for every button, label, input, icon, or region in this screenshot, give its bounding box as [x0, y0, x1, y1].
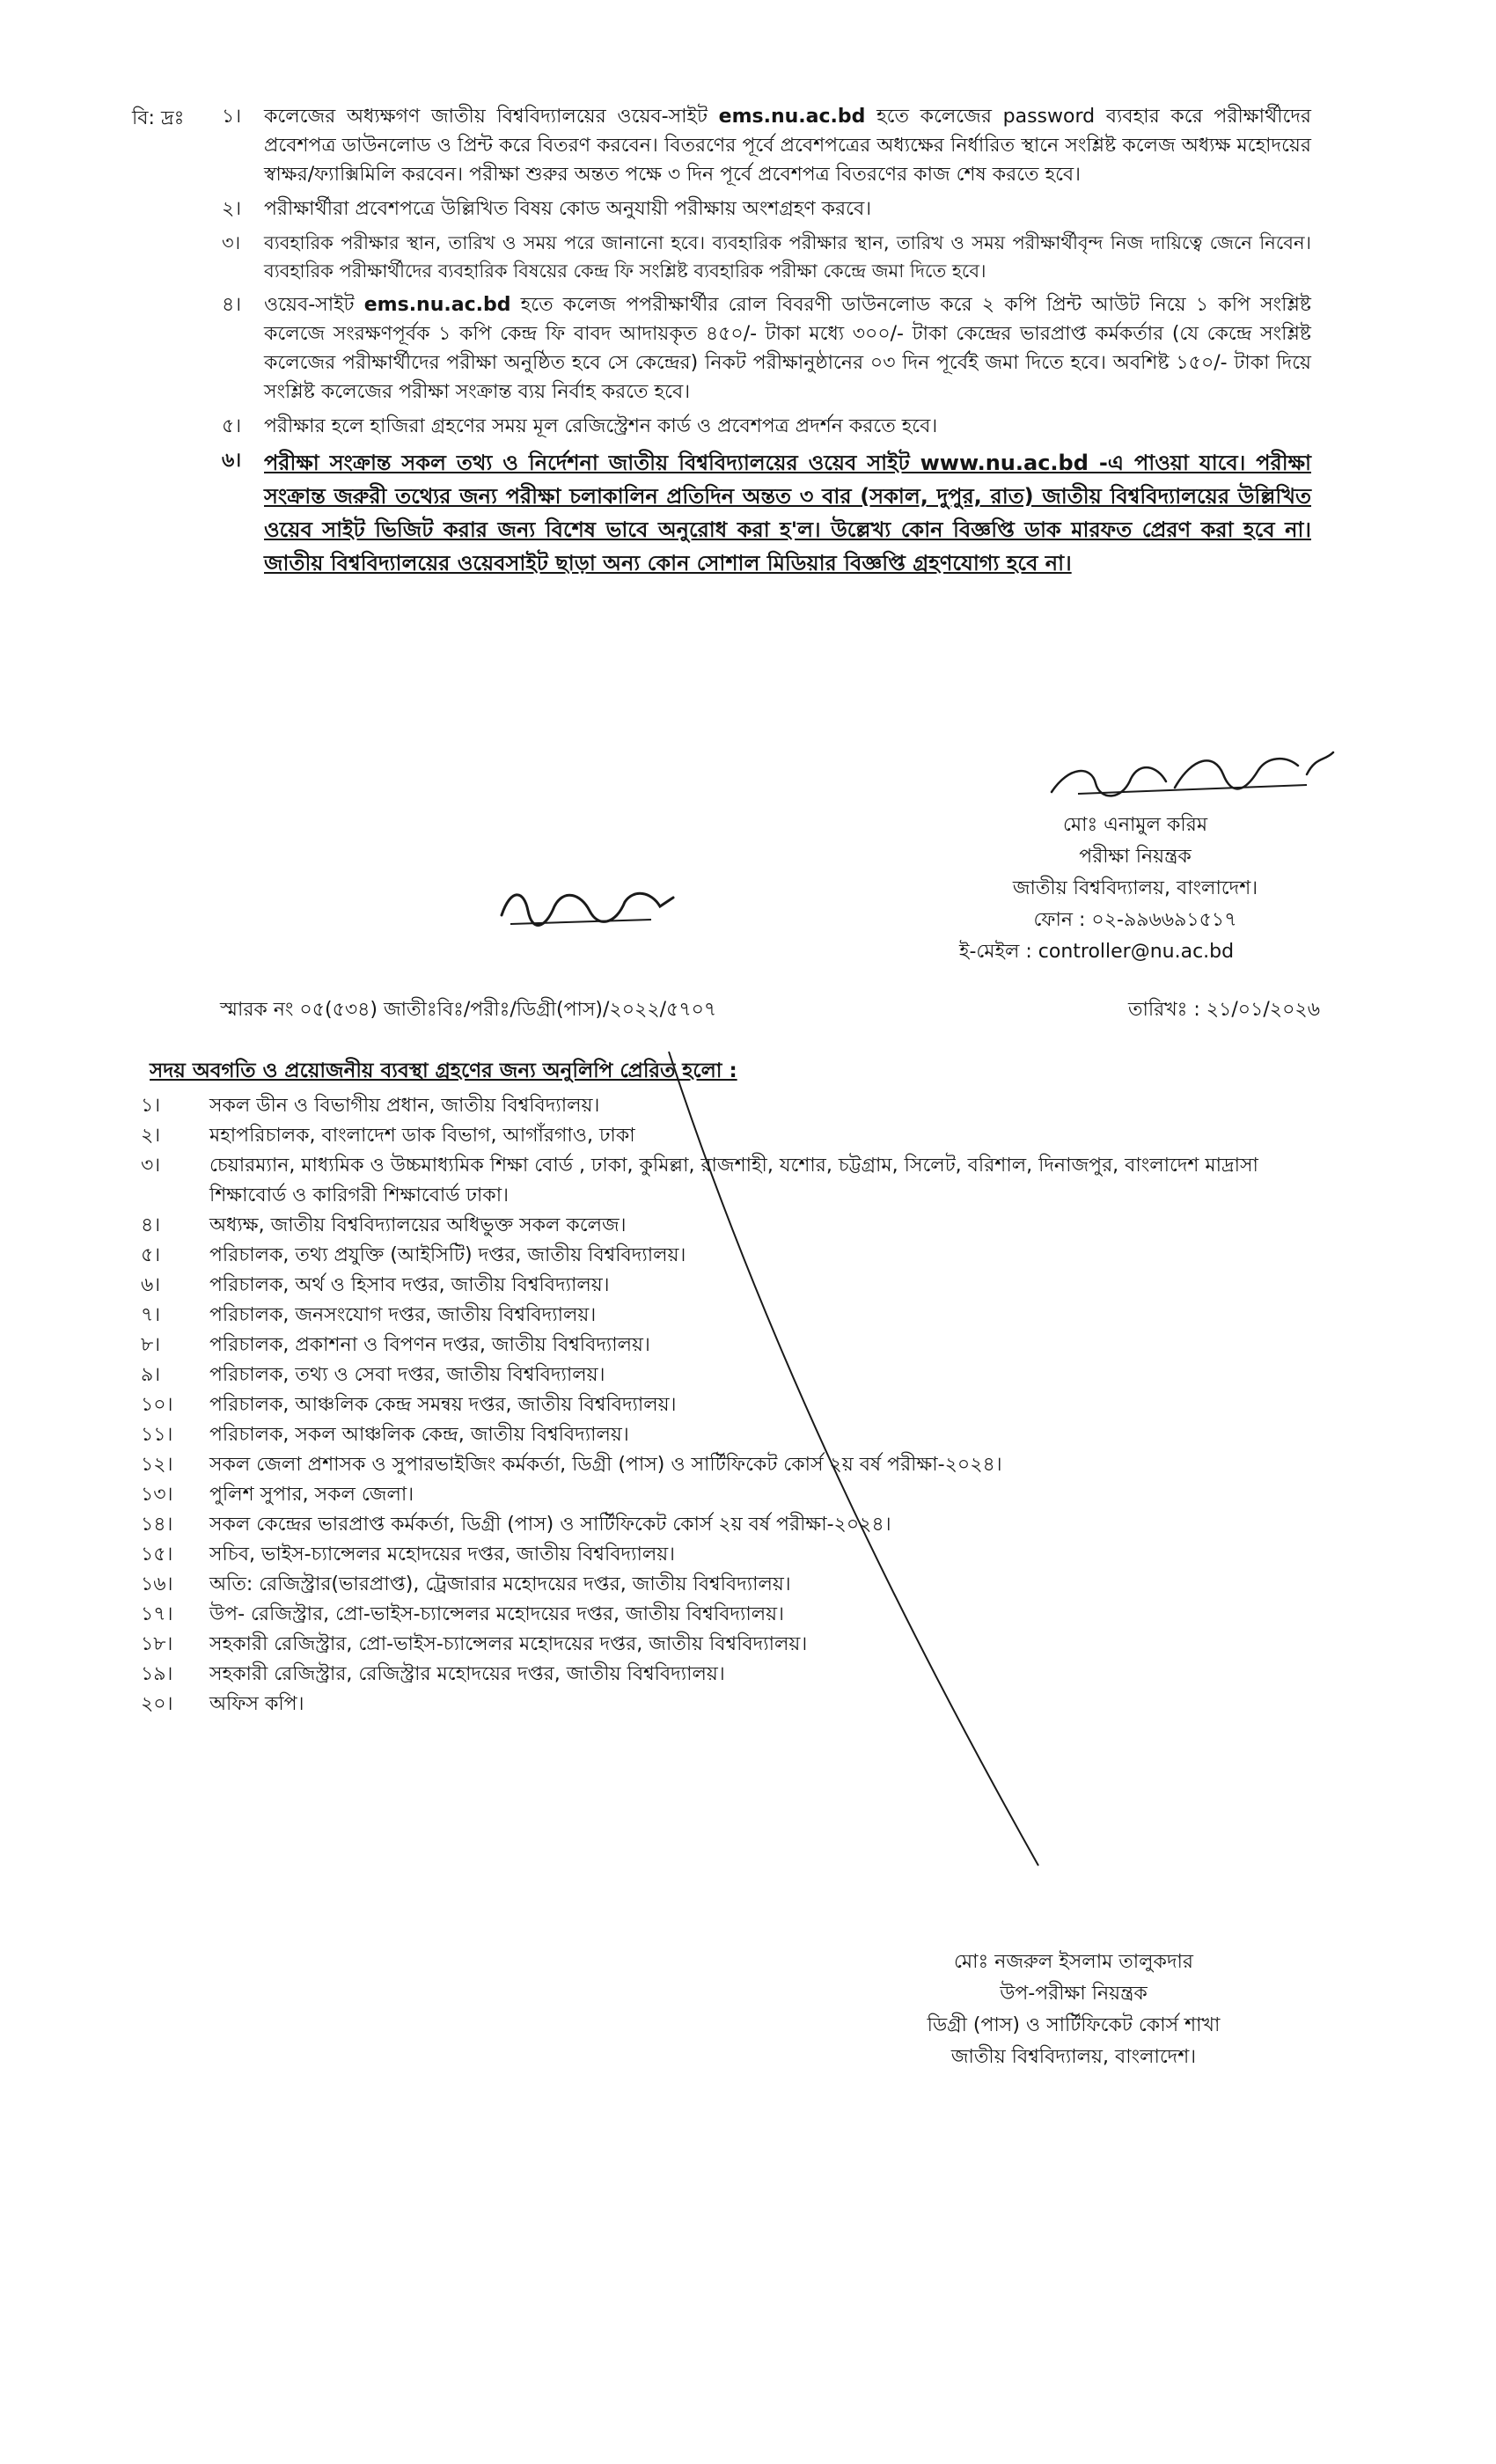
- deputy-signature-block: [880, 1947, 1267, 2073]
- signatory-name: মোঃ এনামুল করিম: [1062, 814, 1208, 836]
- list-number: ১১।: [141, 1424, 173, 1446]
- note-text-part: ওয়েব-সাইট: [264, 294, 364, 316]
- list-item: [141, 1211, 1320, 1241]
- list-item: [141, 1540, 1320, 1570]
- list-number: ৭।: [141, 1304, 161, 1326]
- controller-signature: [1043, 739, 1342, 810]
- note-text: [264, 290, 1311, 407]
- list-item: [141, 1091, 1320, 1121]
- note-text-part: কলেজের অধ্যক্ষগণ জাতীয় বিশ্ববিদ্যালয়ের ওয়েব-সাইট: [264, 106, 719, 128]
- note-item-1: [132, 102, 1311, 189]
- note-item-4: [132, 290, 1311, 407]
- signatory-dept: ডিগ্রী (পাস) ও সার্টিফিকেট কোর্স শাখা: [927, 2014, 1221, 2036]
- list-text: অফিস কপি।: [209, 1693, 304, 1715]
- list-text: অতি: রেজিস্ট্রার(ভারপ্রাপ্ত), ট্রেজারার মহোদয়ের দপ্তর, জাতীয় বিশ্ববিদ্যালয়।: [209, 1573, 791, 1595]
- notes-section: [132, 102, 1311, 585]
- list-number: ৩।: [141, 1155, 161, 1177]
- signatory-phone: ফোন : ০২-৯৯৬৬৯১৫১৭: [1033, 909, 1237, 931]
- note-text: পরীক্ষার হলে হাজিরা গ্রহণের সময় মূল রেজিস্ট্রেশন কার্ড ও প্রবেশপত্র প্রদর্শন করতে হবে।: [264, 415, 938, 437]
- list-text: মহাপরিচালক, বাংলাদেশ ডাক বিভাগ, আগাঁরগাও, ঢাকা: [209, 1125, 635, 1147]
- list-text: উপ- রেজিস্ট্রার, প্রো-ভাইস-চ্যান্সেলর মহোদয়ের দপ্তর, জাতীয় বিশ্ববিদ্যালয়।: [209, 1603, 784, 1625]
- note-text-part: হতে কলেজ পপরীক্ষার্থীর রোল বিবরণী ডাউনলোড করে ২ কপি প্রিন্ট আউট নিয়ে ১ কপি সংশ্লিষ্ট কলেজে সংরক্ষণপূর্বক ১ কপি কেন্দ্র ফি বাবদ আদায়কৃত ৪৫০/- টাকা মধ্যে ৩০০/- টাকা কেন্দ্রের ভারপ্রাপ্ত কর্মকর্তার (যে কেন্দ্রে সংশ্লিষ্ট কলেজের পরীক্ষার্থীদের পরীক্ষা অনুষ্ঠিত হবে সে কেন্দ্রের) নিকট পরীক্ষানুষ্ঠানের ০৩ দিন পূর্বেই জমা দিতে হবে। অবশিষ্ট ১৫০/- টাকা দিয়ে সংশ্লিষ্ট কলেজের পরীক্ষা সংক্রান্ত ব্যয় নির্বাহ করতে হবে।: [264, 294, 1311, 403]
- list-text: পরিচালক, অর্থ ও হিসাব দপ্তর, জাতীয় বিশ্ববিদ্যালয়।: [209, 1274, 610, 1296]
- signatory-org: জাতীয় বিশ্ববিদ্যালয়, বাংলাদেশ।: [950, 2046, 1197, 2068]
- list-number: ১৪।: [141, 1514, 173, 1536]
- note-number: ২।: [222, 198, 242, 220]
- signatory-title: উপ-পরীক্ষা নিয়ন্ত্রক: [1000, 1983, 1148, 2005]
- note-item-6: [132, 446, 1311, 580]
- controller-signature-block: [950, 810, 1320, 968]
- list-number: ১৬।: [141, 1573, 173, 1595]
- notes-label: বি: দ্রঃ: [132, 107, 185, 129]
- memo-number: স্মারক নং ০৫(৫৩৪) জাতীঃবিঃ/পরীঃ/ডিগ্রী(পাস)/২০২২/৫৭০৭: [220, 999, 717, 1021]
- list-text: সকল ডীন ও বিভাগীয় প্রধান, জাতীয় বিশ্ববিদ্যালয়।: [209, 1095, 600, 1117]
- signatory-name: মোঃ নজরুল ইসলাম তালুকদার: [954, 1951, 1193, 1973]
- list-text: সকল জেলা প্রশাসক ও সুপারভাইজিং কর্মকর্তা, ডিগ্রী (পাস) ও সার্টিফিকেট কোর্স ২য় বর্ষ পরীক্ষা-২০২৪।: [209, 1454, 1002, 1476]
- list-number: ১৭।: [141, 1603, 173, 1625]
- initial-signature: [493, 876, 686, 937]
- list-text: পুলিশ সুপার, সকল জেলা।: [209, 1484, 414, 1506]
- list-item: [141, 1151, 1320, 1211]
- list-item: [141, 1630, 1320, 1660]
- list-text: চেয়ারম্যান, মাধ্যমিক ও উচ্চমাধ্যমিক শিক্ষা বোর্ড , ঢাকা, কুমিল্লা, রাজশাহী, যশোর, চট্টগ্রাম, সিলেট, বরিশাল, দিনাজপুর, বাংলাদেশ মাদ্রাসা শিক্ষাবোর্ড ও কারিগরী শিক্ষাবোর্ড ঢাকা।: [209, 1155, 1258, 1206]
- list-item: [141, 1121, 1320, 1151]
- list-item: [141, 1450, 1320, 1480]
- note-number: ৩।: [222, 232, 241, 253]
- list-number: ১২।: [141, 1454, 173, 1476]
- cc-list: [141, 1091, 1320, 1720]
- list-item: [141, 1510, 1320, 1540]
- list-item: [141, 1660, 1320, 1690]
- signatory-org: জাতীয় বিশ্ববিদ্যালয়, বাংলাদেশ।: [1012, 877, 1258, 899]
- list-number: ১৫।: [141, 1544, 173, 1566]
- list-text: পরিচালক, তথ্য প্রযুক্তি (আইসিটি) দপ্তর, জাতীয় বিশ্ববিদ্যালয়।: [209, 1244, 686, 1266]
- list-item: [141, 1390, 1320, 1420]
- list-text: সচিব, ভাইস-চ্যান্সেলর মহোদয়ের দপ্তর, জাতীয় বিশ্ববিদ্যালয়।: [209, 1544, 676, 1566]
- note-text: পরীক্ষা সংক্রান্ত সকল তথ্য ও নির্দেশনা জাতীয় বিশ্ববিদ্যালয়ের ওয়েব সাইট www.nu.ac.bd -এ পাওয়া যাবে। পরীক্ষা সংক্রান্ত জরুরী তথ্যের জন্য পরীক্ষা চলাকালিন প্রতিদিন অন্তত ৩ বার (সকাল, দুপুর, রাত) জাতীয় বিশ্ববিদ্যালয়ের উল্লিখিত ওয়েব সাইট ভিজিট করার জন্য বিশেষ ভাবে অনুরোধ করা হ'ল। উল্লেখ্য কোন বিজ্ঞপ্তি ডাক মারফত প্রেরণ করা হবে না। জাতীয় বিশ্ববিদ্যালয়ের ওয়েবসাইট ছাড়া অন্য কোন সোশাল মিডিয়ার বিজ্ঞপ্তি গ্রহণযোগ্য হবে না।: [264, 451, 1311, 576]
- list-text: পরিচালক, জনসংযোগ দপ্তর, জাতীয় বিশ্ববিদ্যালয়।: [209, 1304, 597, 1326]
- list-item: [141, 1690, 1320, 1720]
- list-item: [141, 1480, 1320, 1510]
- note-text: ব্যবহারিক পরীক্ষার স্থান, তারিখ ও সময় পরে জানানো হবে। ব্যবহারিক পরীক্ষার স্থান, তারিখ ও সময় পরীক্ষার্থীবৃন্দ নিজ দায়িত্বে জেনে নিবেন। ব্যবহারিক পরীক্ষার্থীদের ব্যবহারিক বিষয়ের কেন্দ্র ফি সংশ্লিষ্ট ব্যবহারিক পরীক্ষা কেন্দ্রে জমা দিতে হবে।: [264, 232, 1311, 282]
- signatory-email: ই-মেইল : controller@nu.ac.bd: [959, 941, 1235, 963]
- note-item-3: [132, 229, 1311, 285]
- cc-heading: সদয় অবগতি ও প্রয়োজনীয় ব্যবস্থা গ্রহণের জন্য অনুলিপি প্রেরিত হলো :: [150, 1060, 737, 1082]
- list-number: ২।: [141, 1125, 161, 1147]
- list-item: [141, 1301, 1320, 1331]
- signatory-title: পরীক্ষা নিয়ন্ত্রক: [1079, 846, 1192, 868]
- note-website: ems.nu.ac.bd: [718, 106, 866, 128]
- note-item-2: [132, 194, 1311, 224]
- list-text: পরিচালক, আঞ্চলিক কেন্দ্র সমন্বয় দপ্তর, জাতীয় বিশ্ববিদ্যালয়।: [209, 1394, 677, 1416]
- list-item: [141, 1570, 1320, 1600]
- note-text-part: হতে কলেজের password ব্যবহার করে পরীক্ষার্থীদের প্রবেশপত্র ডাউনলোড ও প্রিন্ট করে বিতরণ করবেন। বিতরণের পূর্বে প্রবেশপত্রের অধ্যক্ষের নির্ধারিত স্থানে সংশ্লিষ্ট কলেজ অধ্যক্ষ মহোদয়ের স্বাক্ষর/ফ্যাক্সিমিলি করবেন। পরীক্ষা শুরুর অন্তত পক্ষে ৩ দিন পূর্বে প্রবেশপত্র বিতরণের কাজ শেষ করতে হবে।: [264, 106, 1311, 186]
- list-text: পরিচালক, সকল আঞ্চলিক কেন্দ্র, জাতীয় বিশ্ববিদ্যালয়।: [209, 1424, 629, 1446]
- list-number: ১।: [141, 1095, 161, 1117]
- note-number: ১।: [222, 106, 242, 128]
- list-number: ৪।: [141, 1214, 161, 1236]
- list-number: ৬।: [141, 1274, 161, 1296]
- list-text: সকল কেন্দ্রের ভারপ্রাপ্ত কর্মকর্তা, ডিগ্রী (পাস) ও সার্টিফিকেট কোর্স ২য় বর্ষ পরীক্ষা-২০২৪।: [209, 1514, 891, 1536]
- list-number: ১৯।: [141, 1663, 173, 1685]
- list-text: পরিচালক, প্রকাশনা ও বিপণন দপ্তর, জাতীয় বিশ্ববিদ্যালয়।: [209, 1334, 650, 1356]
- list-text: সহকারী রেজিস্ট্রার, প্রো-ভাইস-চ্যান্সেলর মহোদয়ের দপ্তর, জাতীয় বিশ্ববিদ্যালয়।: [209, 1633, 808, 1655]
- list-number: ৮।: [141, 1334, 161, 1356]
- memo-date: তারিখঃ : ২১/০১/২০২৬: [1127, 999, 1320, 1021]
- list-item: [141, 1600, 1320, 1630]
- list-text: সহকারী রেজিস্ট্রার, রেজিস্ট্রার মহোদয়ের দপ্তর, জাতীয় বিশ্ববিদ্যালয়।: [209, 1663, 725, 1685]
- list-number: ৯।: [141, 1364, 161, 1386]
- list-number: ১০।: [141, 1394, 173, 1416]
- list-number: ২০।: [141, 1693, 173, 1715]
- list-number: ৫।: [141, 1244, 161, 1266]
- list-number: ১৮।: [141, 1633, 173, 1655]
- list-text: অধ্যক্ষ, জাতীয় বিশ্ববিদ্যালয়ের অধিভুক্ত সকল কলেজ।: [209, 1214, 627, 1236]
- list-item: [141, 1271, 1320, 1301]
- list-item: [141, 1241, 1320, 1271]
- list-number: ১৩।: [141, 1484, 173, 1506]
- note-text: পরীক্ষার্থীরা প্রবেশপত্রে উল্লিখিত বিষয় কোড অনুযায়ী পরীক্ষায় অংশগ্রহণ করবে।: [264, 198, 872, 220]
- note-number: ৬।: [222, 450, 242, 472]
- note-website: ems.nu.ac.bd: [363, 294, 511, 316]
- list-item: [141, 1360, 1320, 1390]
- note-text: [264, 102, 1311, 189]
- note-number: ৫।: [222, 415, 242, 437]
- note-item-5: [132, 412, 1311, 441]
- note-number: ৪।: [222, 294, 242, 316]
- list-text: পরিচালক, তথ্য ও সেবা দপ্তর, জাতীয় বিশ্ববিদ্যালয়।: [209, 1364, 605, 1386]
- list-item: [141, 1331, 1320, 1360]
- list-item: [141, 1420, 1320, 1450]
